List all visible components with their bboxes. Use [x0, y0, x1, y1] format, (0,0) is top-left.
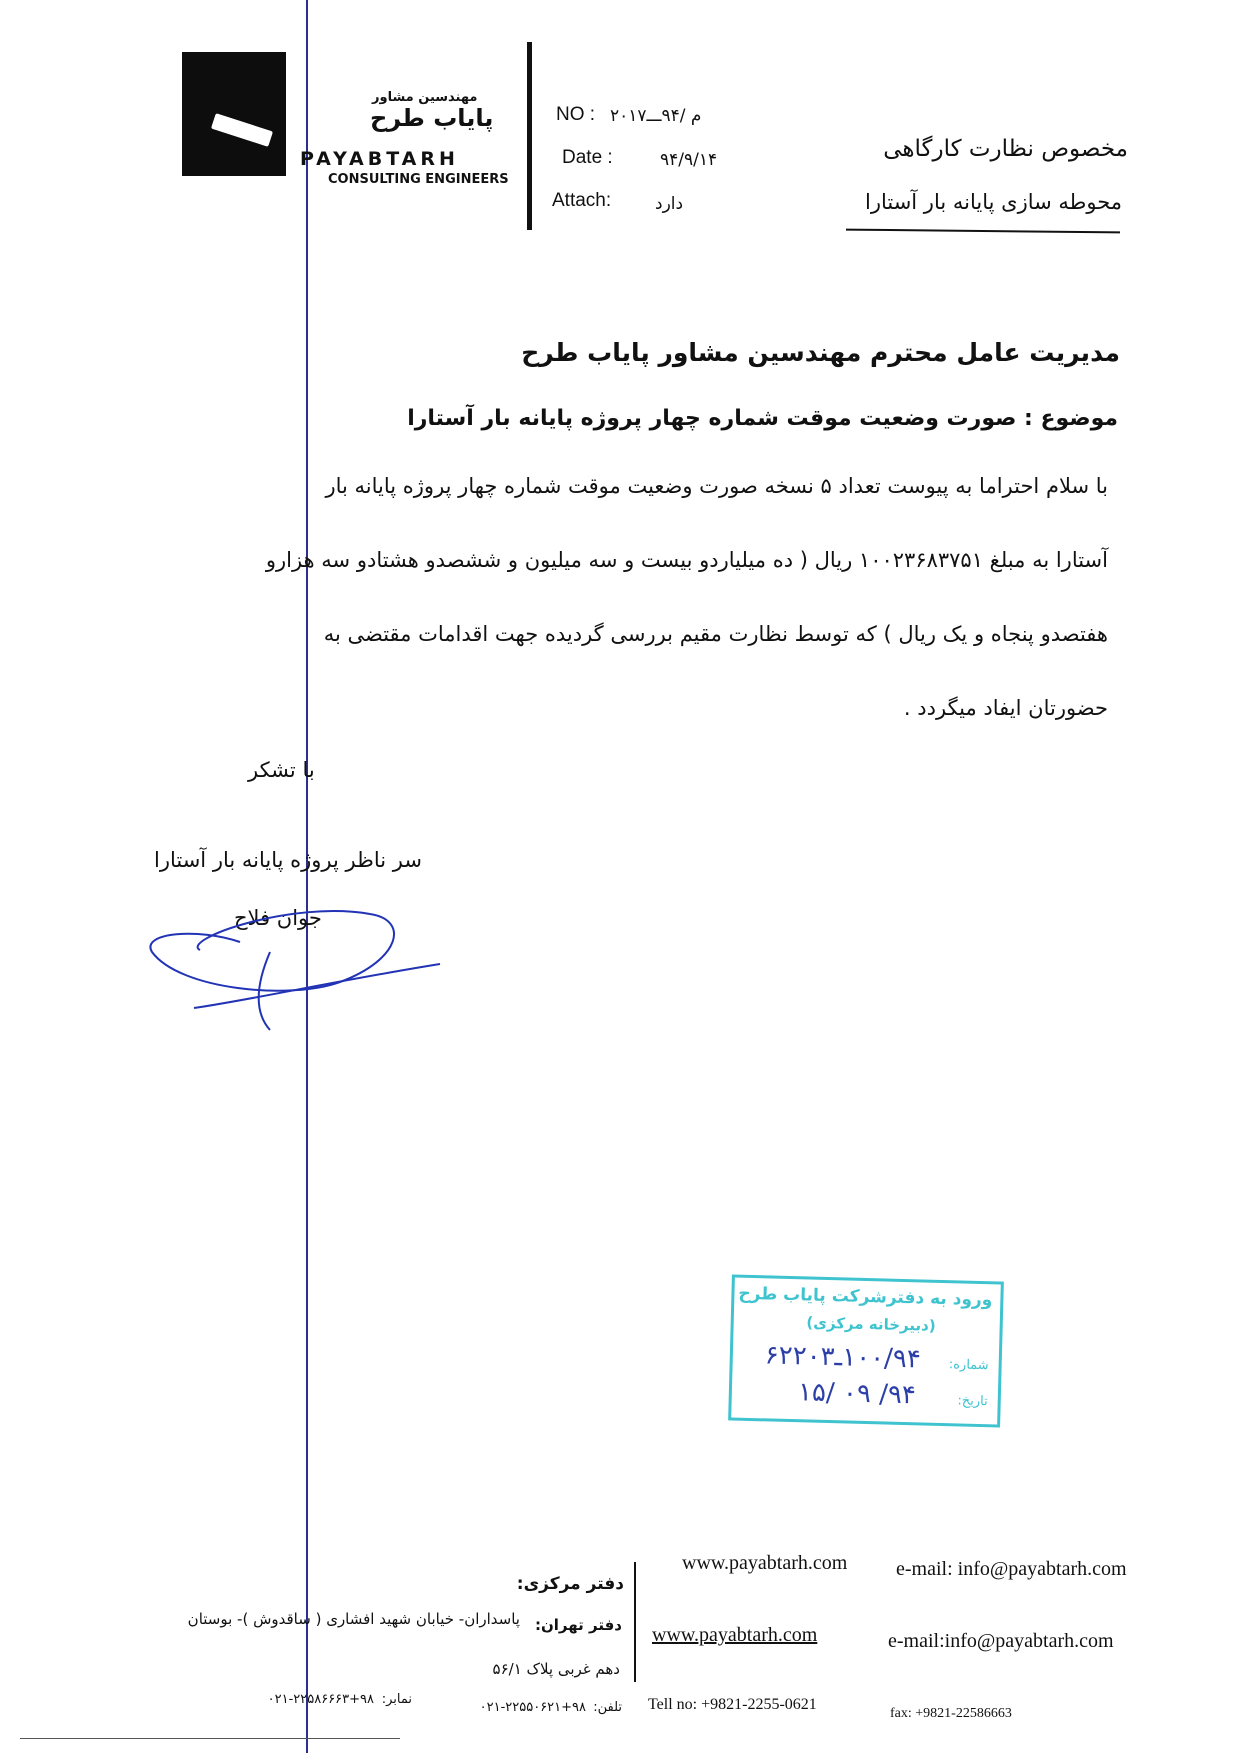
footer-divider	[634, 1562, 636, 1682]
stamp-number-label: شماره:	[948, 1357, 989, 1374]
letter-body-line: حضورتان ایفاد میگردد .	[903, 696, 1108, 720]
stamp-date-value: ۹۴/ ۰۹ /۱۵	[797, 1377, 917, 1411]
scan-artifact-line-bottom	[20, 1738, 400, 1739]
header-project: محوطه سازی پایانه بار آستارا	[864, 190, 1122, 214]
letter-closing: با تشکر	[248, 758, 315, 782]
date-value: ۹۴/۹/۱۴	[660, 150, 718, 170]
footer-tehran-address-2: دهم غربی پلاک ۵۶/۱	[492, 1660, 620, 1678]
attach-value: دارد	[655, 194, 684, 214]
stamp-number-value: ۱۰۰/۹۴ـ۶۲۲۰۳	[764, 1340, 922, 1375]
letter-body-line: با سلام احتراما به پیوست تعداد ۵ نسخه صورت وضعیت موقت شماره چهار پروژه پایانه بار	[325, 474, 1108, 498]
received-stamp	[728, 1274, 1004, 1427]
footer-email-top: e-mail: info@payabtarh.com	[896, 1558, 1127, 1580]
letter-body-line: هفتصدو پنجاه و یک ریال ) که توسط نظارت مقیم بررسی گردیده جهت اقدامات مقتضی به	[323, 622, 1108, 646]
scan-artifact-line	[306, 0, 308, 1753]
footer-tehran-address: پاسداران- خیابان شهید افشاری ( ساقدوش )- بوستان	[187, 1610, 520, 1628]
letter-body-line: آستارا به مبلغ ۱۰۰۲۳۶۸۳۷۵۱ ریال ( ده میلیاردو بیست و سه میلیون و ششصدو هشتادو سه هزارو	[265, 548, 1108, 572]
stamp-subtitle: (دبیرخانه مرکزی)	[806, 1313, 936, 1335]
letter-addressee: مدیریت عامل محترم مهندسین مشاور پایاب طرح	[521, 338, 1120, 367]
footer-central-office: دفتر مرکزی:	[516, 1574, 624, 1594]
logo-fa-name: پایاب طرح	[370, 104, 494, 132]
footer-phone-fa-label: تلفن:	[593, 1700, 622, 1715]
stamp-title: ورود به دفترشرکت پایاب طرح	[738, 1283, 993, 1311]
footer-tel: Tell no: +9821-2255-0621	[648, 1696, 817, 1713]
footer-fax: fax: +9821-22586663	[890, 1706, 1012, 1721]
letter-subject: موضوع : صورت وضعیت موقت شماره چهار پروژه پایانه بار آستارا	[407, 406, 1118, 431]
logo-en-subtitle: CONSULTING ENGINEERS	[328, 172, 509, 187]
logo-fa-subtitle: مهندسین مشاور	[372, 90, 478, 105]
handwritten-signature	[140, 890, 460, 1040]
no-value: م /۹۴ـــ۲۰۱۷	[610, 106, 702, 126]
footer-website[interactable]: www.payabtarh.com	[652, 1624, 818, 1646]
stamp-date-label: تاریخ:	[957, 1393, 988, 1410]
attach-label: Attach:	[552, 190, 612, 211]
signer-name: جوان فلاح	[234, 906, 322, 930]
logo-en-name: PAYABTARH	[300, 148, 459, 170]
signer-title: سر ناظر پروژه پایانه بار آستارا	[154, 848, 422, 872]
header-department: مخصوص نظارت کارگاهی	[883, 136, 1128, 162]
header-underline	[846, 229, 1120, 234]
date-label: Date :	[562, 147, 613, 168]
company-logo-mark	[182, 52, 286, 176]
footer-tehran-label: دفتر تهران:	[534, 1616, 622, 1634]
logo-stroke	[211, 113, 273, 147]
footer-email[interactable]: e-mail:info@payabtarh.com	[888, 1630, 1114, 1652]
footer-website-top: www.payabtarh.com	[682, 1552, 848, 1574]
footer-fax-fa-label: نمابر:	[381, 1692, 412, 1707]
footer-fax-fa: ۰۲۱-۲۲۵۸۶۶۶۳+۹۸	[267, 1692, 374, 1707]
footer-phone-fa: ۰۲۱-۲۲۵۵۰۶۲۱+۹۸	[479, 1700, 586, 1715]
no-label: NO :	[556, 104, 596, 125]
header-divider	[527, 42, 532, 230]
